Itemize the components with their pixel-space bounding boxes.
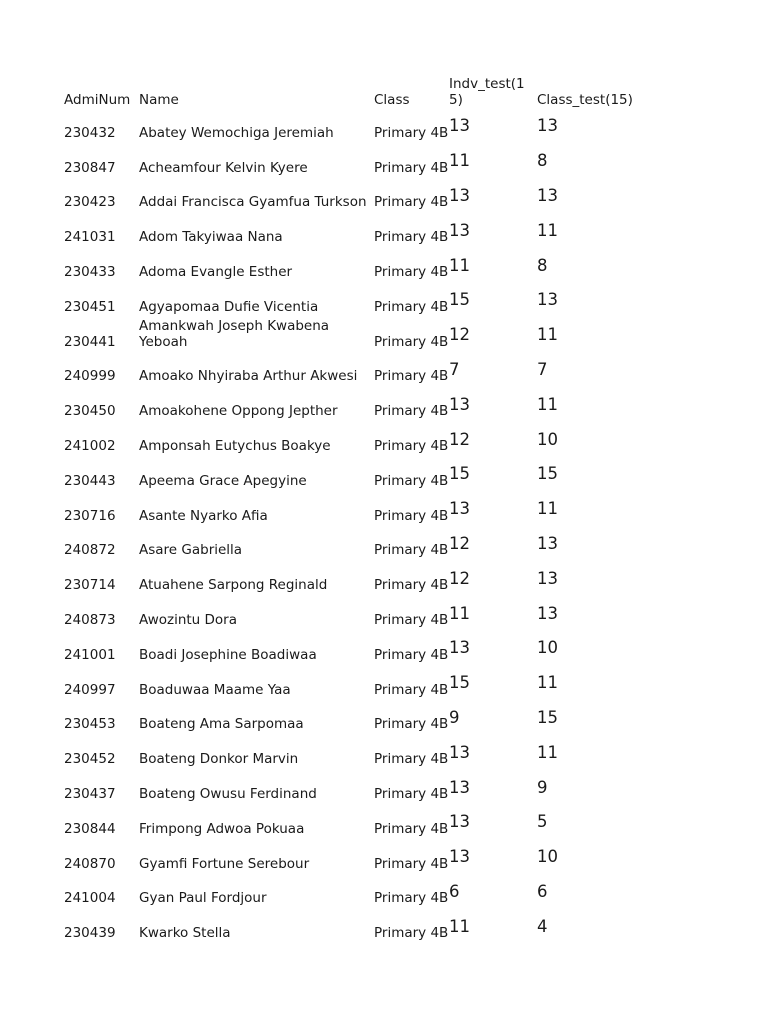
cell-class-test: 9 [537, 777, 548, 797]
table-row [64, 212, 704, 247]
table-row [64, 317, 704, 352]
cell-adminum: 230439 [64, 925, 116, 942]
cell-class-test: 10 [537, 638, 558, 658]
cell-adminum: 230437 [64, 785, 116, 802]
cell-adminum: 241004 [64, 890, 116, 907]
cell-name: Frimpong Adwoa Pokuaa [139, 820, 305, 837]
cell-class-test: 13 [537, 568, 558, 588]
cell-class: Primary 4B [374, 716, 449, 733]
cell-indv-test: 15 [449, 464, 470, 484]
cell-adminum: 240997 [64, 681, 116, 698]
cell-name: Acheamfour Kelvin Kyere [139, 159, 308, 176]
cell-class: Primary 4B [374, 333, 449, 350]
cell-indv-test: 12 [449, 568, 470, 588]
cell-adminum: 230450 [64, 403, 116, 420]
cell-class: Primary 4B [374, 159, 449, 176]
cell-adminum: 230714 [64, 577, 116, 594]
cell-class: Primary 4B [374, 124, 449, 141]
cell-indv-test: 15 [449, 673, 470, 693]
cell-class-test: 11 [537, 673, 558, 693]
cell-adminum: 230847 [64, 159, 116, 176]
table-row [64, 700, 704, 735]
cell-name: Adoma Evangle Esther [139, 263, 293, 280]
cell-adminum: 241001 [64, 646, 116, 663]
cell-class-test: 8 [537, 151, 548, 171]
cell-indv-test: 11 [449, 916, 470, 936]
header-class-test: Class_test(15) [537, 92, 633, 108]
table-row [64, 421, 704, 456]
cell-class: Primary 4B [374, 925, 449, 942]
cell-adminum: 230432 [64, 124, 116, 141]
cell-indv-test: 15 [449, 290, 470, 310]
cell-indv-test: 9 [449, 707, 460, 727]
cell-name: Adom Takyiwaa Nana [139, 229, 283, 246]
cell-class-test: 10 [537, 847, 558, 867]
cell-class: Primary 4B [374, 611, 449, 628]
cell-adminum: 230716 [64, 507, 116, 524]
cell-class: Primary 4B [374, 542, 449, 559]
cell-adminum: 230452 [64, 751, 116, 768]
cell-name: Amoakohene Oppong Jepther [139, 403, 338, 420]
table-row [64, 526, 704, 561]
cell-class-test: 4 [537, 916, 548, 936]
table-row [64, 595, 704, 630]
cell-class: Primary 4B [374, 194, 449, 211]
cell-adminum: 240870 [64, 855, 116, 872]
cell-name: Amoako Nhyiraba Arthur Akwesi [139, 368, 358, 385]
cell-indv-test: 7 [449, 359, 460, 379]
cell-class: Primary 4B [374, 507, 449, 524]
cell-adminum: 240999 [64, 368, 116, 385]
cell-class: Primary 4B [374, 472, 449, 489]
table-row [64, 178, 704, 213]
cell-class-test: 13 [537, 603, 558, 623]
cell-indv-test: 13 [449, 777, 470, 797]
cell-adminum: 230443 [64, 472, 116, 489]
cell-name: Boaduwaa Maame Yaa [139, 681, 291, 698]
cell-class: Primary 4B [374, 646, 449, 663]
table-row [64, 839, 704, 874]
cell-adminum: 241031 [64, 229, 116, 246]
table-row [64, 804, 704, 839]
cell-class-test: 11 [537, 499, 558, 519]
header-name: Name [139, 92, 179, 108]
cell-name: Boateng Donkor Marvin [139, 751, 299, 768]
cell-name: Awozintu Dora [139, 611, 238, 628]
cell-class-test: 11 [537, 220, 558, 240]
cell-name: Boateng Ama Sarpomaa [139, 716, 304, 733]
cell-class: Primary 4B [374, 577, 449, 594]
cell-adminum: 230453 [64, 716, 116, 733]
cell-indv-test: 11 [449, 603, 470, 623]
cell-class: Primary 4B [374, 820, 449, 837]
cell-class: Primary 4B [374, 298, 449, 315]
table-row [64, 352, 704, 387]
cell-indv-test: 13 [449, 742, 470, 762]
cell-indv-test: 13 [449, 394, 470, 414]
cell-class-test: 11 [537, 325, 558, 345]
cell-name: Asare Gabriella [139, 542, 243, 559]
cell-adminum: 230844 [64, 820, 116, 837]
cell-indv-test: 13 [449, 116, 470, 136]
cell-class-test: 6 [537, 881, 548, 901]
cell-indv-test: 6 [449, 881, 460, 901]
cell-class-test: 10 [537, 429, 558, 449]
header-class: Class [374, 92, 410, 108]
table-row [64, 665, 704, 700]
cell-name: Boadi Josephine Boadiwaa [139, 646, 317, 663]
cell-name: Asante Nyarko Afia [139, 507, 268, 524]
cell-name: Addai Francisca Gyamfua Turkson [139, 194, 367, 211]
cell-indv-test: 13 [449, 812, 470, 832]
cell-name: Amponsah Eutychus Boakye [139, 437, 331, 454]
header-indv-test: Indv_test(15) [449, 76, 525, 108]
cell-class-test: 11 [537, 742, 558, 762]
cell-class-test: 15 [537, 707, 558, 727]
cell-class: Primary 4B [374, 855, 449, 872]
cell-name: Atuahene Sarpong Reginald [139, 577, 328, 594]
table-row [64, 908, 704, 943]
cell-class-test: 11 [537, 394, 558, 414]
cell-class-test: 7 [537, 359, 548, 379]
cell-class-test: 8 [537, 255, 548, 275]
header-adminum: AdmiNum [64, 92, 131, 108]
cell-name: Gyamfi Fortune Serebour [139, 855, 310, 872]
cell-name: Gyan Paul Fordjour [139, 890, 267, 907]
cell-adminum: 230423 [64, 194, 116, 211]
cell-name: Apeema Grace Apegyine [139, 472, 307, 489]
cell-indv-test: 13 [449, 847, 470, 867]
table-header-row [64, 72, 704, 108]
table-row [64, 386, 704, 421]
table-row [64, 247, 704, 282]
cell-class: Primary 4B [374, 751, 449, 768]
cell-class: Primary 4B [374, 785, 449, 802]
cell-adminum: 230451 [64, 298, 116, 315]
cell-class: Primary 4B [374, 403, 449, 420]
cell-indv-test: 13 [449, 638, 470, 658]
cell-class: Primary 4B [374, 890, 449, 907]
student-score-table [64, 72, 704, 943]
cell-indv-test: 13 [449, 220, 470, 240]
cell-indv-test: 12 [449, 325, 470, 345]
table-row [64, 143, 704, 178]
cell-class-test: 13 [537, 116, 558, 136]
cell-indv-test: 13 [449, 499, 470, 519]
cell-adminum: 230441 [64, 333, 116, 350]
cell-class-test: 13 [537, 185, 558, 205]
cell-name: Agyapomaa Dufie Vicentia [139, 298, 319, 315]
cell-indv-test: 11 [449, 255, 470, 275]
table-row [64, 282, 704, 317]
cell-indv-test: 13 [449, 185, 470, 205]
cell-class: Primary 4B [374, 437, 449, 454]
table-row [64, 560, 704, 595]
cell-adminum: 240872 [64, 542, 116, 559]
cell-adminum: 240873 [64, 611, 116, 628]
table-row [64, 874, 704, 909]
table-row [64, 108, 704, 143]
cell-class-test: 13 [537, 533, 558, 553]
cell-name: Kwarko Stella [139, 925, 231, 942]
cell-name: Boateng Owusu Ferdinand [139, 785, 317, 802]
cell-class-test: 13 [537, 290, 558, 310]
table-row [64, 769, 704, 804]
cell-adminum: 230433 [64, 263, 116, 280]
table-row [64, 630, 704, 665]
table-body [64, 108, 704, 943]
table-row [64, 491, 704, 526]
table-row [64, 734, 704, 769]
cell-name: Amankwah Joseph Kwabena Yeboah [139, 317, 330, 350]
cell-class-test: 15 [537, 464, 558, 484]
cell-adminum: 241002 [64, 437, 116, 454]
cell-indv-test: 12 [449, 429, 470, 449]
cell-name: Abatey Wemochiga Jeremiah [139, 124, 334, 141]
cell-class: Primary 4B [374, 263, 449, 280]
cell-class: Primary 4B [374, 681, 449, 698]
cell-indv-test: 11 [449, 151, 470, 171]
cell-class: Primary 4B [374, 229, 449, 246]
cell-class: Primary 4B [374, 368, 449, 385]
cell-class-test: 5 [537, 812, 548, 832]
table-row [64, 456, 704, 491]
cell-indv-test: 12 [449, 533, 470, 553]
